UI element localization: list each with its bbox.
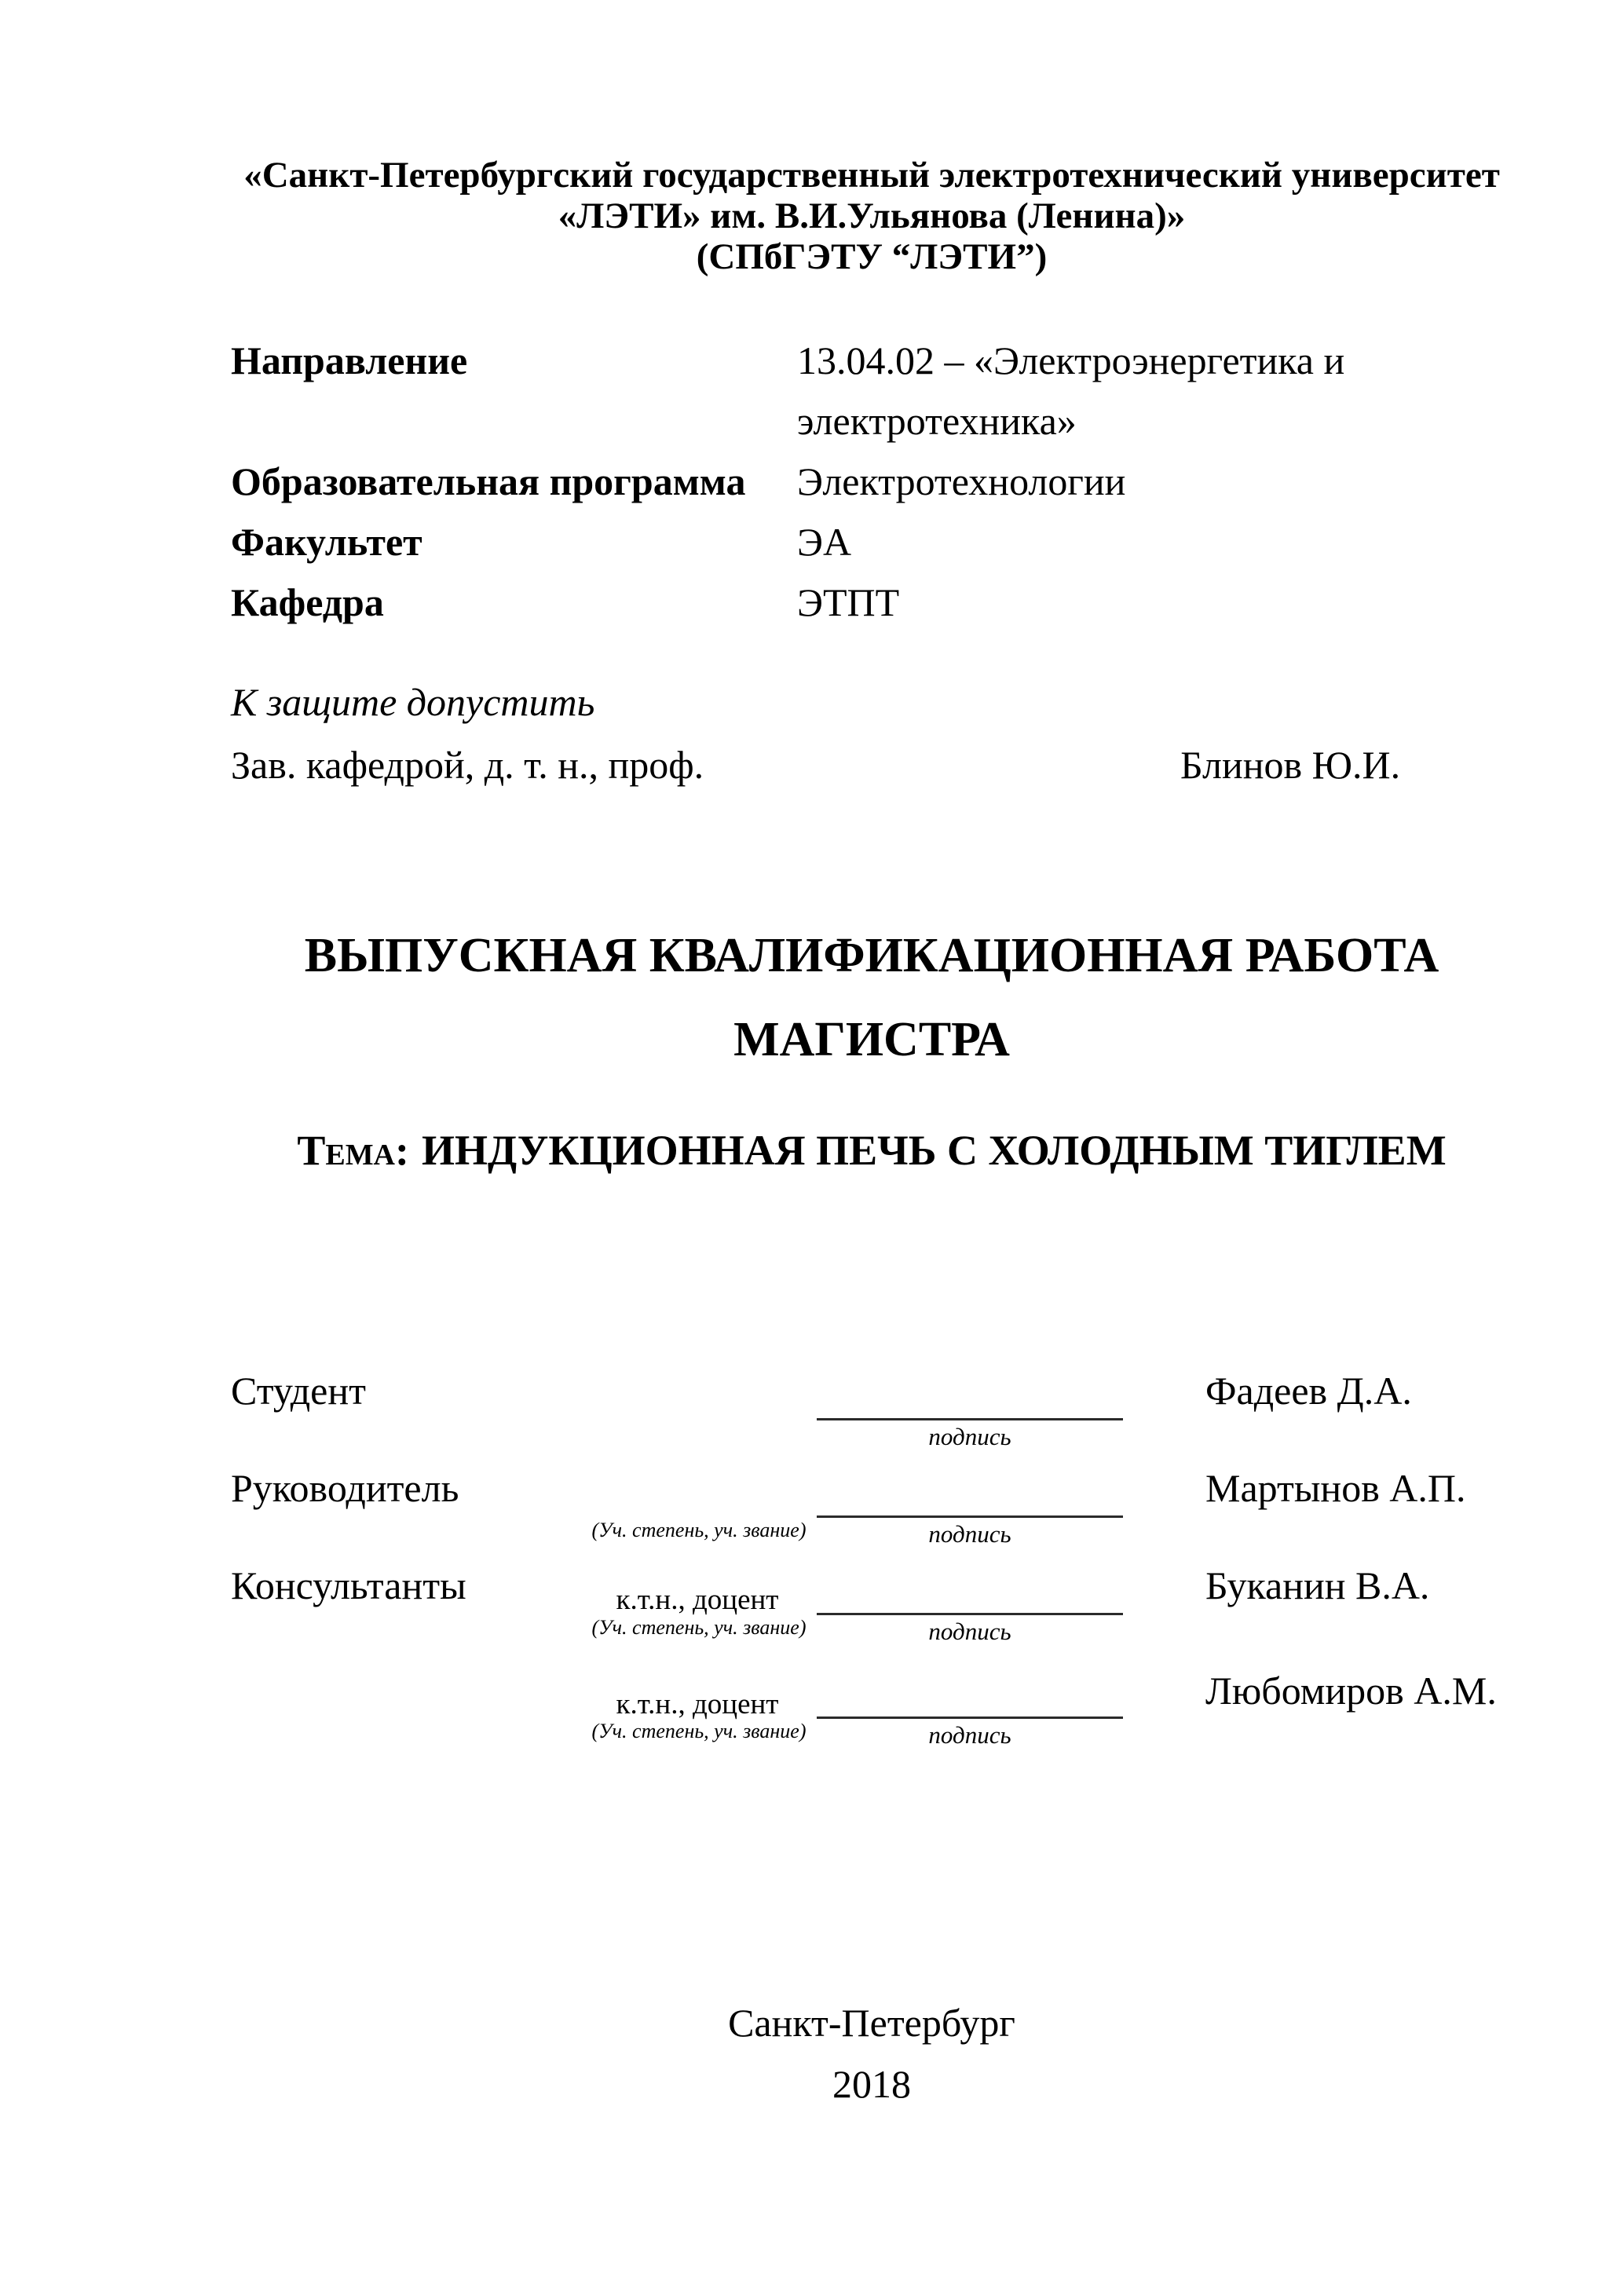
field-value-direction-line-2: электротехника»	[797, 399, 1077, 443]
university-name-line-2: «ЛЭТИ» им. В.И.Ульянова (Ленина)»	[558, 196, 1186, 236]
person-name-supervisor: Мартынов А.П.	[1205, 1466, 1466, 1510]
field-value-faculty: ЭА	[797, 520, 852, 564]
field-value-program: Электротехнологии	[797, 459, 1126, 503]
theme-label: Тема:	[297, 1127, 409, 1174]
footer-city: Санкт-Петербург	[728, 2001, 1015, 2045]
degree-text: к.т.н., доцент	[616, 1688, 779, 1720]
role-label-student: Студент	[231, 1369, 366, 1413]
degree-caption: (Уч. степень, уч. звание)	[591, 1720, 807, 1742]
signature-caption: подпись	[928, 1721, 1011, 1749]
theme-text: ИНДУКЦИОННАЯ ПЕЧЬ С ХОЛОДНЫМ ТИГЛЕМ	[421, 1127, 1447, 1174]
field-label-program: Образовательная программа	[231, 459, 746, 503]
university-name-line-3: (СПбГЭТУ “ЛЭТИ”)	[696, 236, 1048, 277]
signature-line	[817, 1515, 1123, 1518]
field-label-direction: Направление	[231, 338, 468, 382]
work-title-line-1: ВЫПУСКНАЯ КВАЛИФИКАЦИОННАЯ РАБОТА	[304, 929, 1439, 982]
footer-year: 2018	[832, 2062, 911, 2106]
field-label-department: Кафедра	[231, 580, 384, 624]
role-label-supervisor: Руководитель	[231, 1466, 459, 1510]
department-head-title: Зав. кафедрой, д. т. н., проф.	[231, 743, 704, 787]
field-value-direction-line-1: 13.04.02 – «Электроэнергетика и	[797, 338, 1345, 382]
person-name-consultant-1: Буканин В.А.	[1205, 1563, 1430, 1607]
signature-caption: подпись	[928, 1520, 1011, 1548]
university-header	[236, 155, 1508, 277]
signature-caption: подпись	[928, 1423, 1011, 1450]
degree-caption: (Уч. степень, уч. звание)	[591, 1519, 807, 1541]
signature-line	[817, 1717, 1123, 1719]
person-name-student: Фадеев Д.А.	[1205, 1369, 1412, 1413]
degree-text: к.т.н., доцент	[616, 1584, 779, 1616]
signature-line	[817, 1418, 1123, 1420]
role-label-consultants: Консультанты	[231, 1563, 466, 1607]
field-label-faculty: Факультет	[231, 520, 422, 564]
signature-line	[817, 1613, 1123, 1615]
person-name-consultant-2: Любомиров А.М.	[1205, 1669, 1497, 1713]
university-name-line-1: «Санкт-Петербургский государственный электротехнический университет	[243, 155, 1500, 196]
work-title-line-2: МАГИСТРА	[733, 1013, 1010, 1066]
work-title	[236, 914, 1508, 1082]
field-value-department: ЭТПТ	[797, 580, 900, 624]
thesis-theme	[236, 1129, 1508, 1172]
signature-caption: подпись	[928, 1618, 1011, 1645]
admission-note: К защите допустить	[231, 680, 595, 724]
department-head-name: Блинов Ю.И.	[1180, 743, 1401, 787]
degree-caption: (Уч. степень, уч. звание)	[591, 1616, 807, 1639]
